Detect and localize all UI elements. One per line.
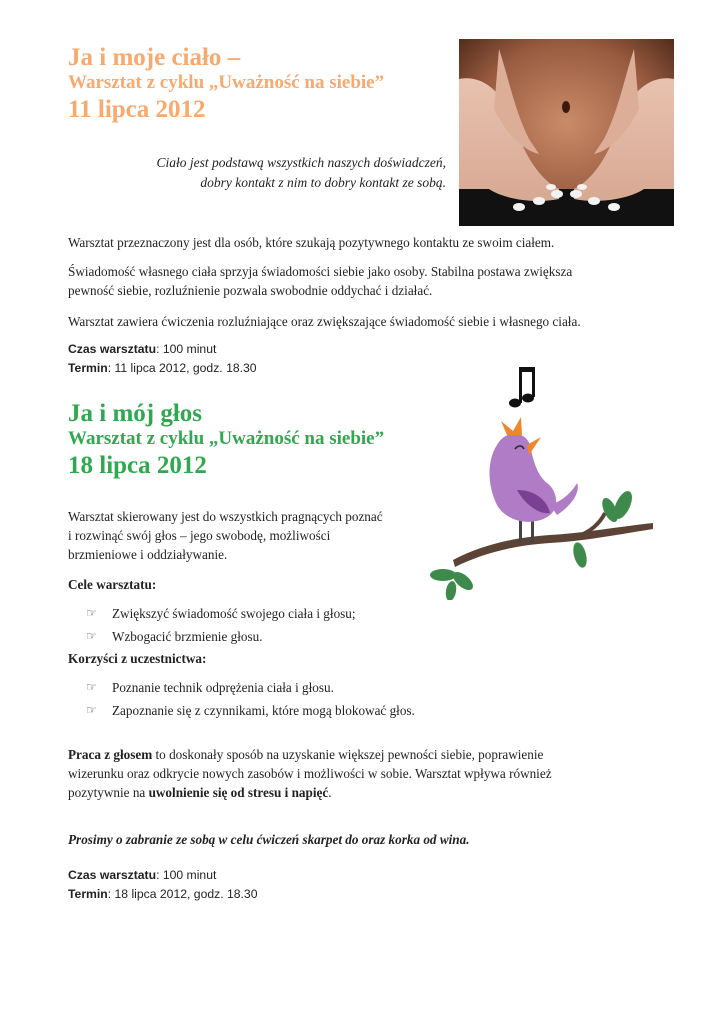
request-note: Prosimy o zabranie ze sobą w celu ćwiczeń skarpet do oraz korka od wina.: [68, 832, 470, 847]
workshop2-term-label: Termin: [68, 887, 108, 901]
list-item: [86, 602, 356, 625]
hand-pointing-icon: ☞: [86, 703, 97, 717]
benefit-text: Poznanie technik odprężenia ciała i głosu.: [112, 680, 334, 695]
workshop1-term-value: : 11 lipca 2012, godz. 18.30: [107, 361, 257, 375]
music-note-icon: [509, 367, 535, 408]
workshop1-term: [68, 359, 257, 378]
workshop1-para2-line2: pewność siebie, rozluźnienie pozwala swobodnie oddychać i działać.: [68, 283, 433, 298]
workshop1-term-label: Termin: [68, 361, 108, 375]
bird-on-branch-image: [425, 365, 655, 600]
goals-heading: Cele warsztatu:: [68, 577, 157, 592]
workshop1-duration: [68, 340, 216, 359]
voice-paragraph: [68, 745, 552, 802]
voice-line-2: wizerunku oraz odkrycie nowych zasobów i możliwości w sobie. Warsztat wpływa również: [68, 766, 552, 781]
voice-line-3: [68, 783, 552, 802]
list-item: [86, 625, 356, 648]
workshop2-term: [68, 885, 257, 904]
workshop1-title: Ja i moje ciało –: [68, 44, 241, 71]
benefits-heading: Korzyści z uczestnictwa:: [68, 651, 207, 666]
voice-text1: to doskonały sposób na uzyskanie większej pewności siebie, poprawienie: [152, 747, 544, 762]
workshop2-intro-line2: i rozwinąć swój głos – jego swobodę, możliwości: [68, 528, 331, 543]
workshop2-date: 18 lipca 2012: [68, 452, 207, 479]
workshop1-para3: Warsztat zawiera ćwiczenia rozluźniające oraz zwiększające świadomość siebie i własnego ciała.: [68, 314, 581, 329]
goal-text: Zwiększyć świadomość swojego ciała i głosu;: [112, 606, 356, 621]
voice-line3-pre: pozytywnie na: [68, 785, 149, 800]
workshop2-duration-label: Czas warsztatu: [68, 868, 157, 882]
hand-pointing-icon: ☞: [86, 629, 97, 643]
body-photo: [459, 39, 674, 226]
workshop2-term-value: : 18 lipca 2012, godz. 18.30: [107, 887, 258, 901]
voice-line3-bold: uwolnienie się od stresu i napięć: [148, 785, 329, 800]
benefit-text: Zapoznanie się z czynnikami, które mogą blokować głos.: [112, 703, 415, 718]
workshop2-duration: [68, 866, 216, 885]
list-item: [86, 699, 415, 722]
voice-bold: Praca z głosem: [68, 747, 153, 762]
workshop2-intro-line3: brzmieniowe i oddziaływanie.: [68, 547, 228, 562]
hand-pointing-icon: ☞: [86, 606, 97, 620]
bird-illustration: [425, 365, 655, 600]
workshop2-intro-line1: Warsztat skierowany jest do wszystkich pragnących poznać: [68, 509, 383, 524]
workshop1-para2-line1: Świadomość własnego ciała sprzyja świadomości siebie jako osoby. Stabilna postawa zwiększa: [68, 264, 573, 279]
workshop1-para1: Warsztat przeznaczony jest dla osób, które szukają pozytywnego kontaktu ze swoim ciałem.: [68, 235, 555, 250]
belly-hands-image: [459, 39, 674, 226]
workshop2-intro: [68, 507, 383, 564]
workshop1-duration-label: Czas warsztatu: [68, 342, 157, 356]
hand-pointing-icon: ☞: [86, 680, 97, 694]
workshop2-duration-value: : 100 minut: [156, 868, 217, 882]
voice-line3-post: .: [328, 785, 332, 800]
quote: [100, 153, 446, 193]
workshop1-para2: [68, 262, 572, 300]
list-item: [86, 676, 415, 699]
quote-line-1: Ciało jest podstawą wszystkich naszych doświadczeń,: [156, 155, 446, 170]
voice-line-1: [68, 745, 552, 764]
benefits-list: [86, 676, 415, 722]
quote-line-2: dobry kontakt z nim to dobry kontakt ze sobą.: [200, 175, 446, 190]
goal-text: Wzbogacić brzmienie głosu.: [112, 629, 263, 644]
workshop2-title: Ja i mój głos: [68, 400, 203, 427]
workshop1-date: 11 lipca 2012: [68, 96, 206, 123]
workshop1-series: Warsztat z cyklu „Uważność na siebie”: [68, 72, 385, 93]
workshop1-duration-value: : 100 minut: [156, 342, 217, 356]
workshop2-series: Warsztat z cyklu „Uważność na siebie”: [68, 428, 385, 449]
goals-list: [86, 602, 356, 648]
